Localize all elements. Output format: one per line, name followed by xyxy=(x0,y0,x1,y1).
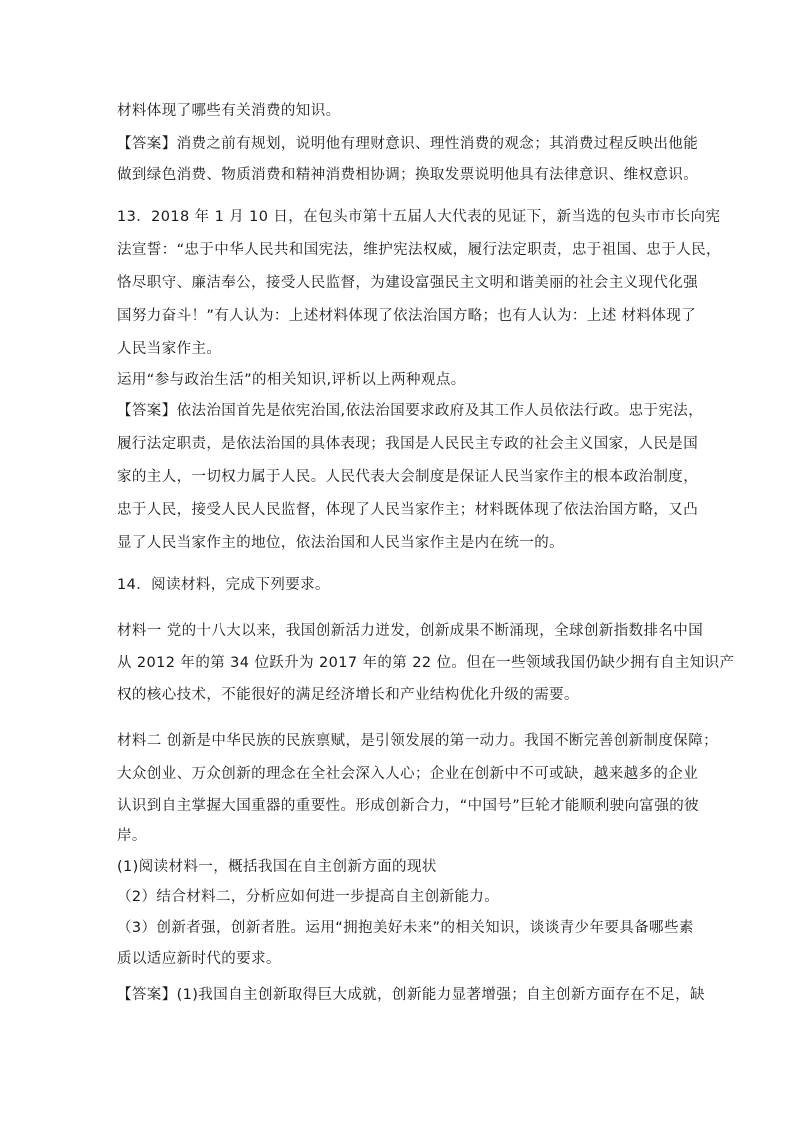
text-line: 从 2012 年的第 34 位跃升为 2017 年的第 22 位。但在一些领域我国仍缺少拥有自主知识产 xyxy=(117,655,735,671)
question-14-line: 14．阅读材料，完成下列要求。 xyxy=(117,577,330,593)
text-line: 履行法定职责，是依法治国的具体表现；我国是人民民主专政的社会主义国家，人民是国 xyxy=(117,436,699,452)
text-line: 岸。 xyxy=(117,828,147,844)
text-line: 认识到自主掌握大国重器的重要性。形成创新合力，“中国号”巨轮才能顺利驶向富强的彼 xyxy=(117,798,700,814)
answer-line: 【答案】(1)我国自主创新取得巨大成就，创新能力显著增强；自主创新方面存在不足，缺 xyxy=(117,987,705,1003)
text-line: 运用“参与政治生活”的相关知识,评析以上两种观点。 xyxy=(117,372,466,388)
text-line: 大众创业、万众创新的理念在全社会深入人心；企业在创新中不可或缺，越来越多的企业 xyxy=(117,766,699,782)
text-line: 质以适应新时代的要求。 xyxy=(117,951,281,967)
text-line: 做到绿色消费、物质消费和精神消费相协调；换取发票说明他具有法律意识、维权意识。 xyxy=(117,167,699,183)
text-line: 家的主人，一切权力属于人民。人民代表大会制度是保证人民当家作主的根本政治制度， xyxy=(117,469,699,485)
question-13-line: 13．2018 年 1 月 10 日，在包头市第十五届人大代表的见证下，新当选的包头市市长向宪 xyxy=(117,209,721,225)
text-line: 材料体现了哪些有关消费的知识。 xyxy=(117,103,341,119)
text-line: 显了人民当家作主的地位，依法治国和人民当家作主是内在统一的。 xyxy=(117,535,564,551)
text-line: 忠于人民，接受人民人民监督，体现了人民当家作主；材料既体现了依法治国方略，又凸 xyxy=(117,502,699,518)
text-line: 材料二 创新是中华民族的民族禀赋，是引领发展的第一动力。我国不断完善创新制度保障； xyxy=(117,733,719,749)
text-line: 恪尽职守、廉洁奉公，接受人民监督，为建设富强民主文明和谐美丽的社会主义现代化强 xyxy=(117,275,699,291)
text-line: 法宣誓：“忠于中华人民共和国宪法，维护宪法权威，履行法定职责，忠于祖国、忠于人民， xyxy=(117,242,721,258)
text-line: 人民当家作主。 xyxy=(117,341,222,357)
text-line: 权的核心技术，不能很好的满足经济增长和产业结构优化升级的需要。 xyxy=(117,687,579,703)
answer-line: 【答案】依法治国首先是依宪治国,依法治国要求政府及其工作人员依法行政。忠于宪法， xyxy=(117,403,704,419)
text-line: 国努力奋斗！”有人认为：上述材料体现了依法治国方略；也有人认为：上述 材料体现了 xyxy=(117,308,697,324)
text-line: (1)阅读材料一，概括我国在自主创新方面的现状 xyxy=(117,859,437,875)
text-line: （2）结合材料二，分析应如何进一步提高自主创新能力。 xyxy=(117,889,500,905)
text-line: 材料一 党的十八大以来，我国创新活力迸发，创新成果不断涌现，全球创新指数排名中国 xyxy=(117,623,704,639)
answer-line: 【答案】消费之前有规划，说明他有理财意识、理性消费的观念；其消费过程反映出他能 xyxy=(117,136,699,152)
text-line: （3）创新者强，创新者胜。运用“拥抱美好未来”的相关知识，谈谈青少年要具备哪些素 xyxy=(117,920,694,936)
